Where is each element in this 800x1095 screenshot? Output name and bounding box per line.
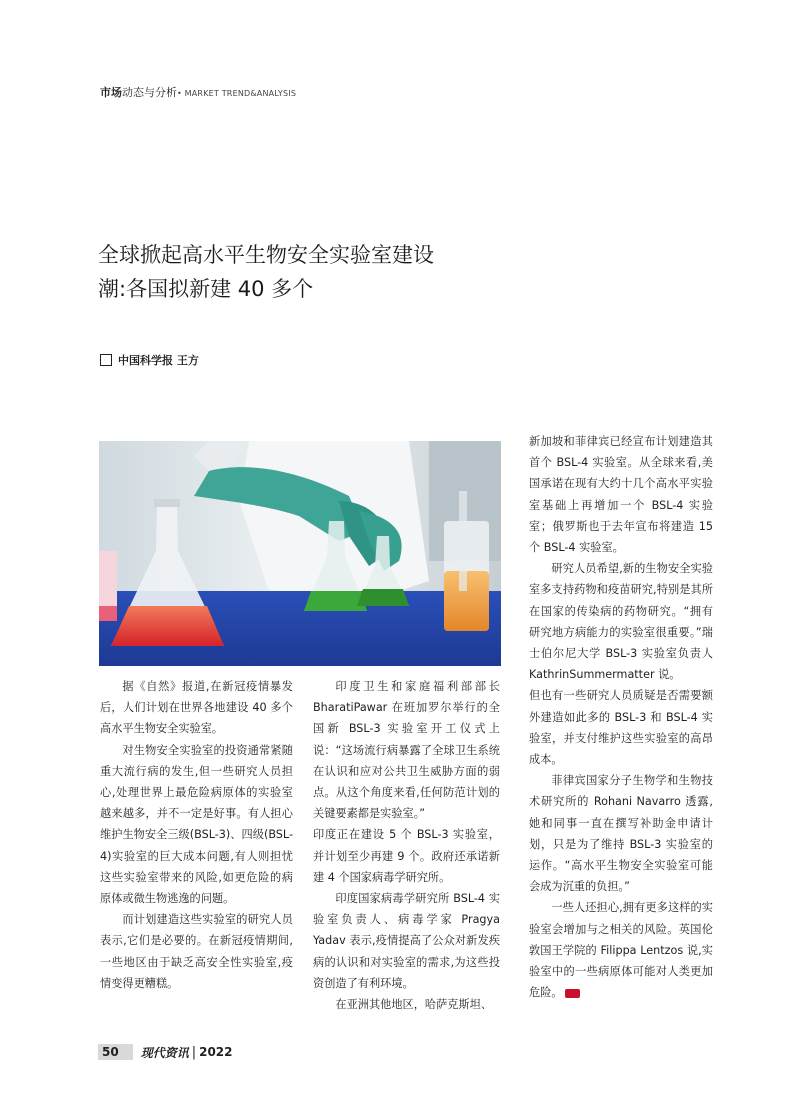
section-header <box>100 84 296 100</box>
paragraph: 印度国家病毒学研究所 BSL-4 实验室负责人、病毒学家 Pragya Yadav 表示,疫情提高了公众对新发疾病的认识和对实验室的需求,为这些投资创造了有利环境。 <box>313 892 500 990</box>
paragraph: 印度正在建设 5 个 BSL-3 实验室，并计划至少再建 9 个。政府还承诺新建 4 个国家病毒学研究所。 <box>313 828 500 884</box>
paragraph: 研究人员希望,新的生物安全实验室多支持药物和疫苗研究,特别是其所在国家的传染病的药物研究。“拥有研究地方病能力的实验室很重要。”瑞士伯尔尼大学 BSL-3 实验室负责人 KathrinSummermatter 说。 <box>529 562 713 682</box>
paragraph: 而计划建造这些实验室的研究人员表示,它们是必要的。在新冠疫情期间,一些地区由于缺乏高安全性实验室,疫情变得更糟糕。 <box>100 913 293 990</box>
paragraph: 据《自然》报道,在新冠疫情暴发后，人们计划在世界各地建设 40 多个高水平生物安全实验室。 <box>100 680 293 736</box>
paragraph-last <box>529 897 713 1003</box>
section-label-bold: 市场 <box>100 86 122 99</box>
page-footer <box>98 1044 233 1060</box>
article-title <box>98 238 558 306</box>
page-number: 50 <box>98 1044 133 1060</box>
paragraph-last-text: 一些人还担心,拥有更多这样的实验室会增加与之相关的风险。英国伦敦国王学院的 Filippa Lentzos 说,实验室中的一些病原体可能对人类更加危险。 <box>529 901 713 1000</box>
magazine-name: 现代资讯 <box>140 1045 189 1060</box>
issue-year: 2022 <box>199 1045 233 1059</box>
footer-separator: | <box>191 1044 197 1060</box>
paragraph: 新加坡和菲律宾已经宣布计划建造其首个 BSL-4 实验室。从全球来看,美国承诺在现有大约十几个高水平实验室基础上再增加一个 BSL-4 实验室；俄罗斯也于去年宣布将建造 15 个 BSL-4 实验室。 <box>529 435 713 555</box>
text-column-1 <box>100 676 293 994</box>
paragraph: 印度卫生和家庭福利部部长 BharatiPawar 在班加罗尔举行的全国新 BSL-3 实验室开工仪式上说：“这场流行病暴露了全球卫生系统在认识和应对公共卫生威胁方面的弱点。从这个角度来看,任何防范计划的关键要素都是实验室。” <box>313 680 500 821</box>
lab-photo-illustration <box>99 441 501 666</box>
end-mark-icon <box>565 989 580 998</box>
paragraph: 菲律宾国家分子生物学和生物技术研究所的 Rohani Navarro 透露,她和同事一直在撰写补助金申请计划，只是为了维持 BSL-3 实验室的运作。“高水平生物安全实验室可能会成为沉重的负担。” <box>529 774 713 894</box>
text-column-3 <box>529 431 713 1003</box>
paragraph: 对生物安全实验室的投资通常紧随重大流行病的发生,但一些研究人员担心,处理世界上最危险病原体的实验室越来越多，并不一定是好事。有人担心维护生物安全三级(BSL-3)、四级(BSL-4)实验室的巨大成本问题,有人则担忧这些实验室带来的风险,如更危险的病原体或微生物逃逸的问题。 <box>100 743 293 906</box>
paragraph: 但也有一些研究人员质疑是否需要额外建造如此多的 BSL-3 和 BSL-4 实验室，并支付维护这些实验室的高昂成本。 <box>529 689 713 767</box>
article-title-line2: 潮:各国拟新建 40 多个 <box>98 277 314 301</box>
text-column-2 <box>313 676 500 1015</box>
paragraph: 在亚洲其他地区，哈萨克斯坦、 <box>335 998 493 1012</box>
section-label: 动态与分析 <box>122 86 177 99</box>
byline-text: 中国科学报 王方 <box>118 354 199 367</box>
byline <box>100 352 199 368</box>
article-title-line1: 全球掀起高水平生物安全实验室建设 <box>98 243 434 267</box>
byline-box-icon <box>100 354 112 366</box>
lab-photo <box>99 441 501 666</box>
section-label-en: • MARKET TREND&ANALYSIS <box>177 89 297 98</box>
